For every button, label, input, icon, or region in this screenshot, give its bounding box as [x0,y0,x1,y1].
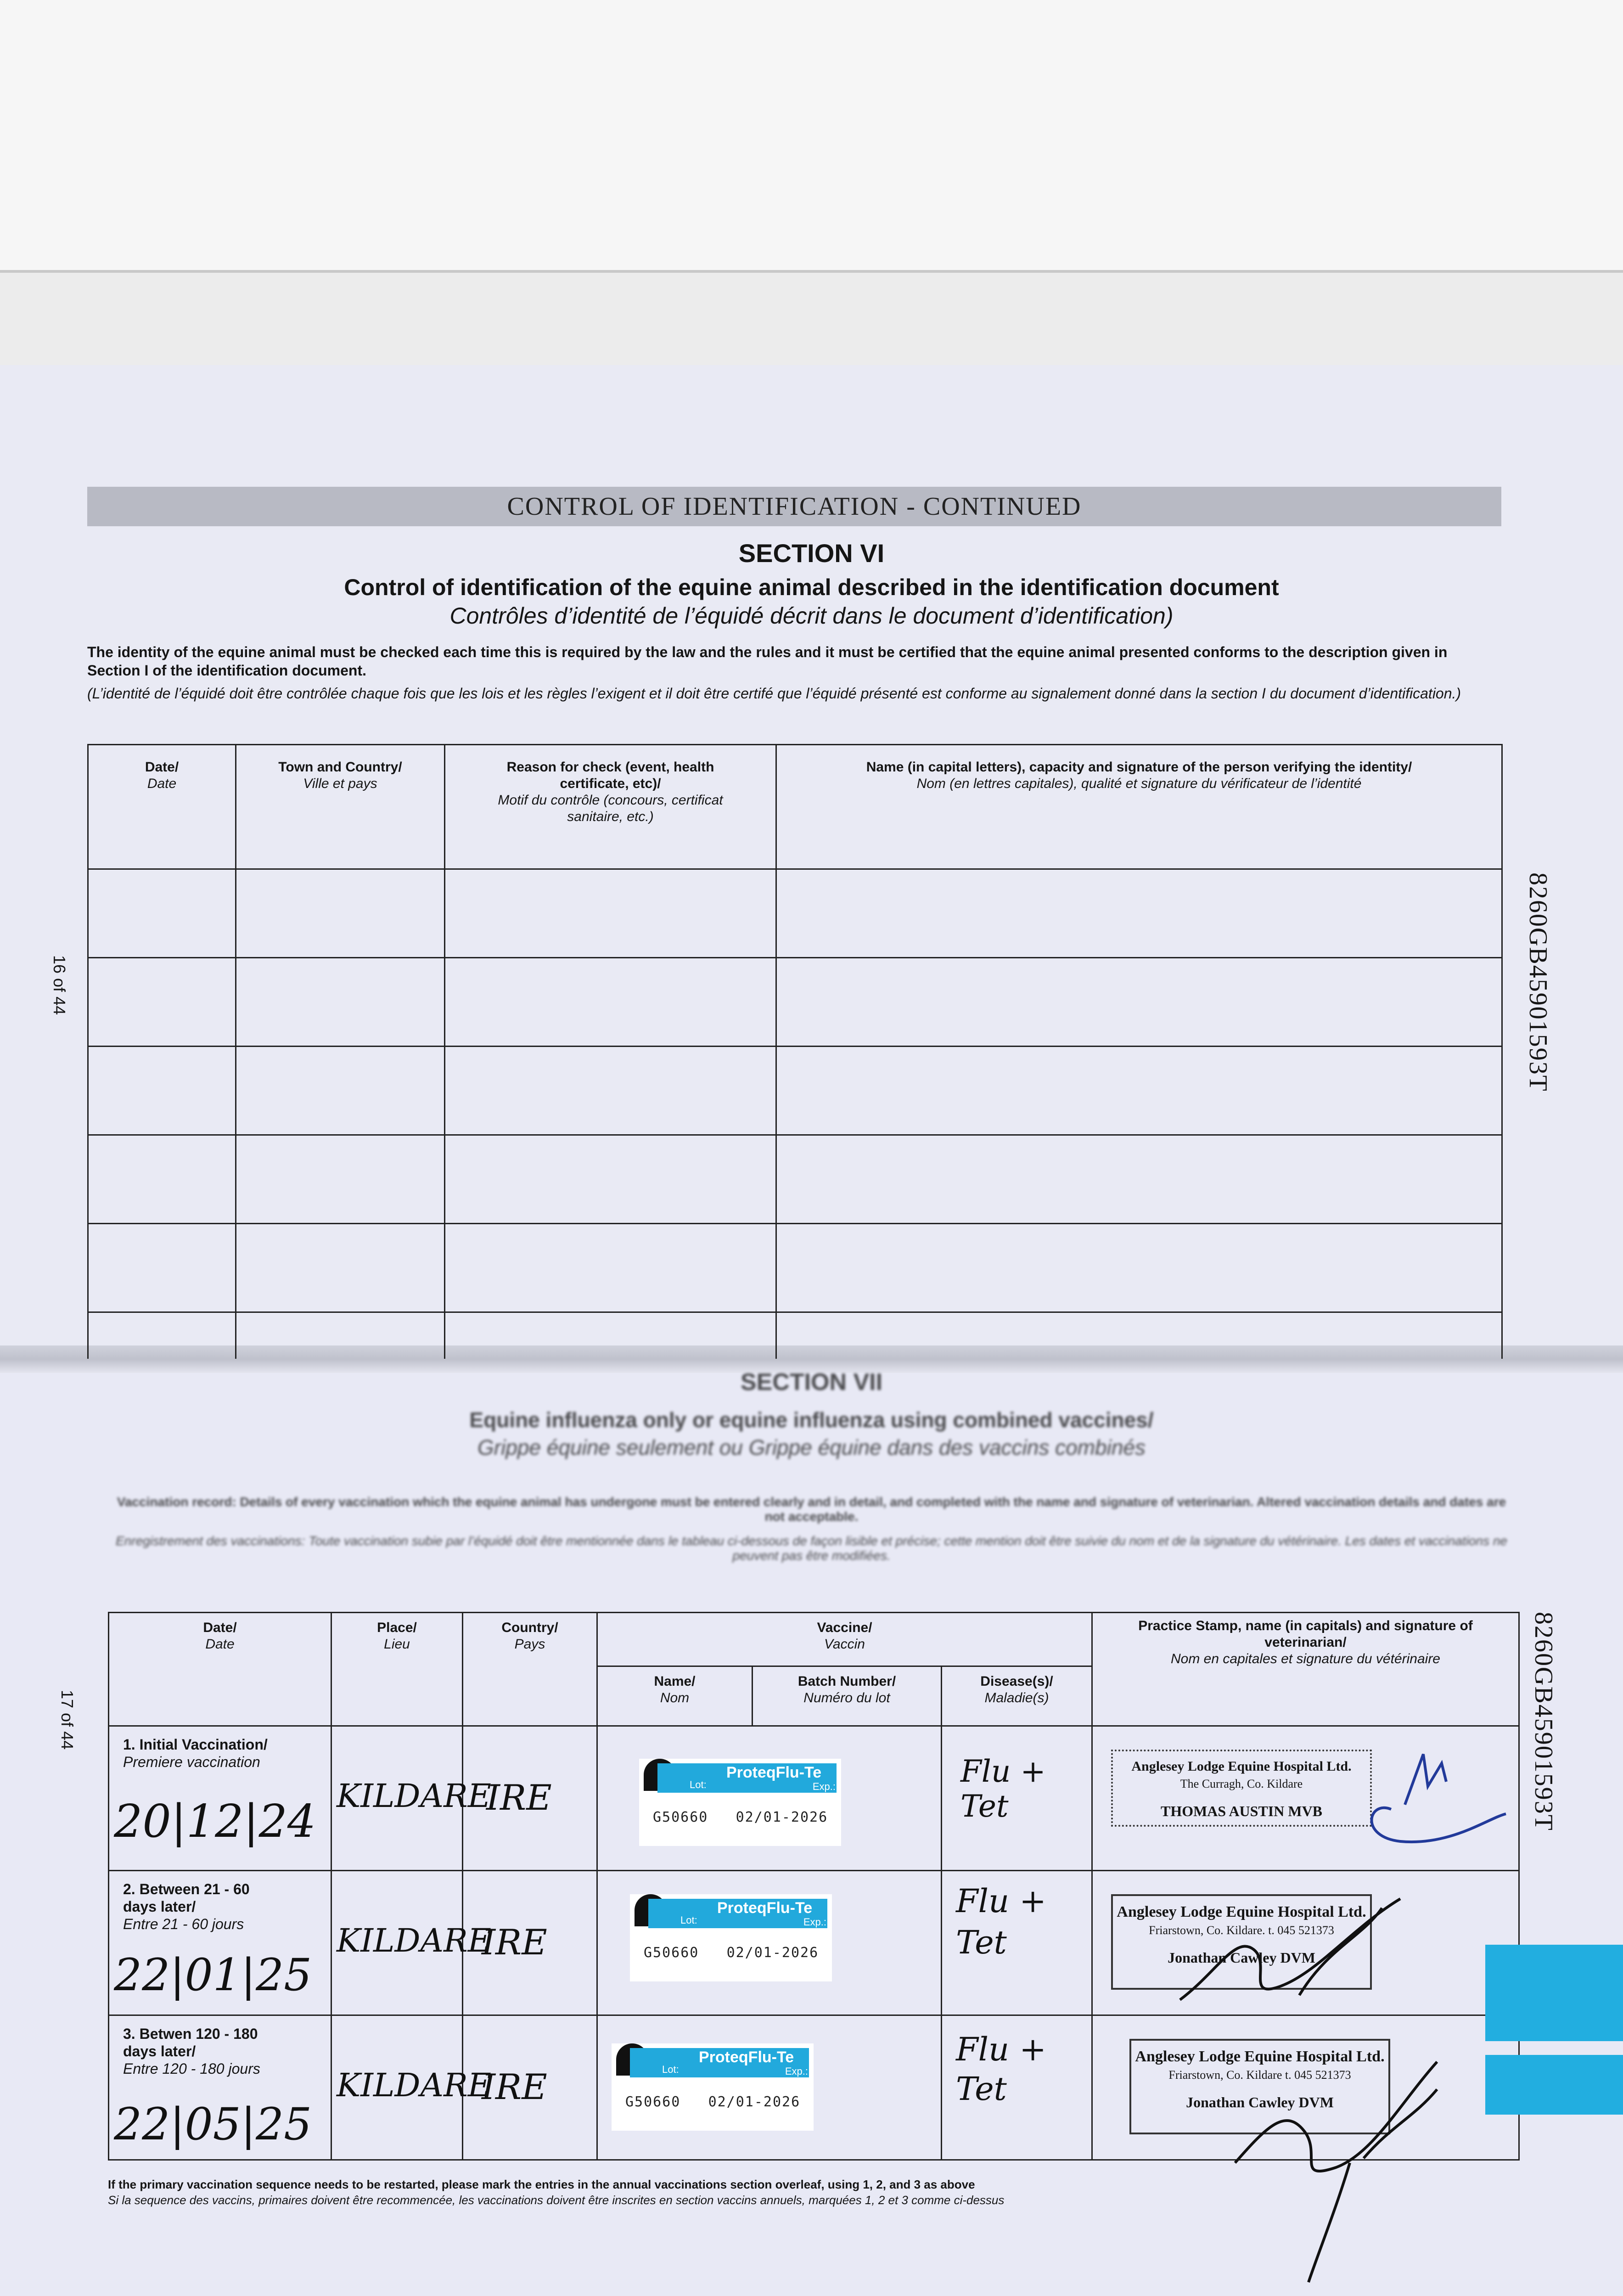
handwritten-place: KILDARE [337,2066,491,2104]
vet-signature [1350,1745,1515,1864]
stamp-cell[interactable] [1092,2015,1519,2160]
cell[interactable] [445,1135,776,1224]
row-label: 2. Between 21 - 60 days later/ Entre 21 - 60 jours [123,1881,250,1932]
handwritten-disease: Flu + Tet [956,2031,1046,2108]
cell[interactable] [88,1312,236,1359]
vaccine-sticker [639,1759,841,1846]
handwritten-country: IRE [482,1922,547,1963]
cell[interactable] [445,1047,776,1135]
col-verifier: Name (in capital letters), capacity and signature of the person verifying the identity/ Nom (en lettres capitales), qualité et signature du vérificateur de l’identité [776,745,1502,869]
cell[interactable] [445,1224,776,1312]
vet-stamp: Anglesey Lodge Equine Hospital Ltd. Friarstown, Co. Kildare t. 045 521373 Jonathan Cawley DVM [1129,2039,1390,2134]
section-6-intro-fr: (L’identité de l’équidé doit être contrôlée chaque fois que les lois et les règles l’exigent et il doit être certifé que l’équidé présenté est conforme au signalement donné dans la section I du document d’identification.) [87,685,1461,702]
col-stamp: Practice Stamp, name (in capitals) and signature of veterinarian/ Nom en capitales et signature du vétérinaire [1092,1613,1519,1726]
exp-label: Exp.: [803,1916,826,1928]
footer-note: If the primary vaccination sequence needs to be restarted, please mark the entries in the annual vaccinations section overleaf, using 1, 2, and 3 as above [108,2178,975,2191]
vaccination-row [109,1871,1519,2015]
passport-id-17: 8260GB45901593T [1529,1612,1558,1831]
scan-background [0,0,1623,276]
passport-id-16: 8260GB45901593T [1524,872,1552,1092]
table-header-row [88,745,1502,869]
cell[interactable] [88,1224,236,1312]
stamp-cell[interactable] [1092,1726,1519,1871]
date-cell[interactable] [109,1871,331,2015]
vaccination-table [108,1612,1520,2161]
section-banner: CONTROL OF IDENTIFICATION - CONTINUED [87,487,1501,526]
country-cell[interactable] [463,1871,597,2015]
table-row [88,958,1502,1047]
cell[interactable] [88,1135,236,1224]
handwritten-place: KILDARE [337,1922,491,1959]
handwritten-disease: Flu + Tet [956,1882,1046,1961]
section-7-subtitle-fr: Grippe équine seulement ou Grippe équine dans des vaccins combinés [477,1435,1146,1459]
table-row [88,1047,1502,1135]
cell[interactable] [88,958,236,1047]
cell[interactable] [776,1135,1502,1224]
cell[interactable] [236,1135,445,1224]
col-date: Date/ Date [109,1613,331,1726]
handwritten-date: 20|12|24 [114,1795,316,1848]
vaccine-name-band: ProteqFlu-Te [630,2048,809,2077]
exp-label: Exp.: [785,2065,808,2077]
vaccine-sticker-cell[interactable] [597,1726,942,1871]
section-7-intro: Vaccination record: Details of every vaccination which the equine animal has undergone must be entered clearly and in detail, and completed with the name and signature of veterinarian. Altered vaccination details and dates are not acceptable. [117,1495,1506,1524]
cell[interactable] [776,869,1502,958]
identity-check-table [87,744,1503,1359]
table-row [88,1135,1502,1224]
batch-number: G50660 02/01-2026 [644,1945,819,1961]
place-cell[interactable] [331,2015,491,2160]
section-6-subtitle: Control of identification of the equine animal described in the identification document [344,574,1279,600]
vaccination-row [109,2015,1519,2160]
row-label: 3. Betwen 120 - 180 days later/ Entre 120 - 180 jours [123,2026,260,2077]
section-7-title: SECTION VII [740,1369,883,1396]
section-7-intro-fr: Enregistrement des vaccinations: Toute vaccination subie par l’équidé doit être mentionnée dans le tableau ci-dessous de façon lisible et précise; cette mention doit être suivie du nom et de la signature du vétérinaire. Les dates et vaccinations ne peuvent pas être modifiées. [116,1534,1507,1563]
vaccine-sticker [630,1894,832,1981]
cell[interactable] [236,1047,445,1135]
col-place: Place/ Lieu [331,1613,463,1726]
handwritten-date: 22|05|25 [114,2099,312,2150]
lot-label: Lot: [662,2064,679,2075]
batch-number: G50660 02/01-2026 [625,2094,801,2110]
handwritten-place: KILDARE [337,1777,491,1815]
place-cell[interactable] [331,1871,491,2015]
country-cell[interactable] [463,1726,597,1871]
country-cell[interactable] [463,2015,597,2160]
cell[interactable] [776,958,1502,1047]
col-town: Town and Country/ Ville et pays [236,745,445,869]
date-cell[interactable] [109,1726,331,1871]
cell[interactable] [445,958,776,1047]
handwritten-disease: Flu + Tet [960,1754,1046,1824]
cell[interactable] [236,1312,445,1359]
vet-signature [1162,1880,1419,2018]
col-country: Country/ Pays [463,1613,597,1726]
vet-signature [1198,2034,1455,2291]
vaccination-row [109,1726,1519,1871]
table-row [88,869,1502,958]
disease-cell[interactable] [942,1726,1092,1871]
date-cell[interactable] [109,2015,331,2160]
row-label: 1. Initial Vaccination/ Premiere vaccination [123,1736,268,1770]
cell[interactable] [88,869,236,958]
col-date: Date/ Date [88,745,236,869]
cell[interactable] [776,1312,1502,1359]
handwritten-date: 22|01|25 [114,1949,312,2001]
page-number-17: 17 of 44 [58,1690,77,1750]
handwritten-country: IRE [482,2066,547,2107]
vaccine-name-band: ProteqFlu-Te [648,1899,827,1928]
section-6-intro: The identity of the equine animal must be checked each time this is required by the law and the rules and it must be certified that the equine animal presented conforms to the description given in Section I of the identification document. [87,644,1448,679]
table-row [88,1312,1502,1359]
vaccine-sticker-cell[interactable] [597,2015,942,2160]
cell[interactable] [236,958,445,1047]
section-6-subtitle-fr: Contrôles d’identité de l’équidé décrit dans le document d’identification) [449,603,1174,629]
lot-label: Lot: [680,1914,697,1926]
col-batch: Batch Number/ Numéro du lot [753,1666,942,1726]
table-row [88,1224,1502,1312]
vet-stamp: Anglesey Lodge Equine Hospital Ltd. Friarstown, Co. Kildare. t. 045 521373 Jonathan Cawley DVM [1111,1894,1372,1990]
section-6-title: SECTION VI [738,539,885,568]
cell[interactable] [88,1047,236,1135]
lot-label: Lot: [690,1779,707,1790]
disease-cell[interactable] [942,2015,1092,2160]
blue-index-tab[interactable] [1485,2055,1623,2115]
cell[interactable] [445,1312,776,1359]
table-header-row [109,1613,1519,1666]
col-vaccine-name: Name/ Nom [597,1666,753,1726]
vaccine-sticker-cell[interactable] [597,1871,942,2015]
cell[interactable] [445,869,776,958]
footer-note-fr: Si la sequence des vaccins, primaires doivent être recommencée, les vaccinations doivent être inscrites en section vaccins annuels, marquées 1, 2 et 3 comme ci-dessus [108,2193,1005,2207]
page-number-16: 16 of 44 [50,955,69,1015]
passport-cover-edge [0,270,1623,371]
cell[interactable] [776,1224,1502,1312]
cell[interactable] [776,1047,1502,1135]
section-7-subtitle: Equine influenza only or equine influenza using combined vaccines/ [469,1408,1154,1432]
vaccine-sticker [612,2043,814,2131]
col-reason: Reason for check (event, health certificate, etc)/ Motif du contrôle (concours, certificat sanitaire, etc.) [445,745,776,869]
section-7-header [0,1359,1623,1616]
stamp-cell[interactable] [1092,1871,1519,2015]
handwritten-country: IRE [486,1777,552,1818]
exp-label: Exp.: [812,1781,836,1792]
place-cell[interactable] [331,1726,491,1871]
vaccine-name-band: ProteqFlu-Te [657,1763,837,1793]
vet-stamp: Anglesey Lodge Equine Hospital Ltd. The Curragh, Co. Kildare THOMAS AUSTIN MVB [1111,1750,1372,1827]
cell[interactable] [236,1224,445,1312]
col-vaccine: Vaccine/ Vaccin [597,1613,1092,1666]
disease-cell[interactable] [942,1871,1092,2015]
blue-index-tab[interactable] [1485,1945,1623,2041]
cell[interactable] [236,869,445,958]
batch-number: G50660 02/01-2026 [653,1809,828,1825]
col-disease: Disease(s)/ Maladie(s) [942,1666,1092,1726]
